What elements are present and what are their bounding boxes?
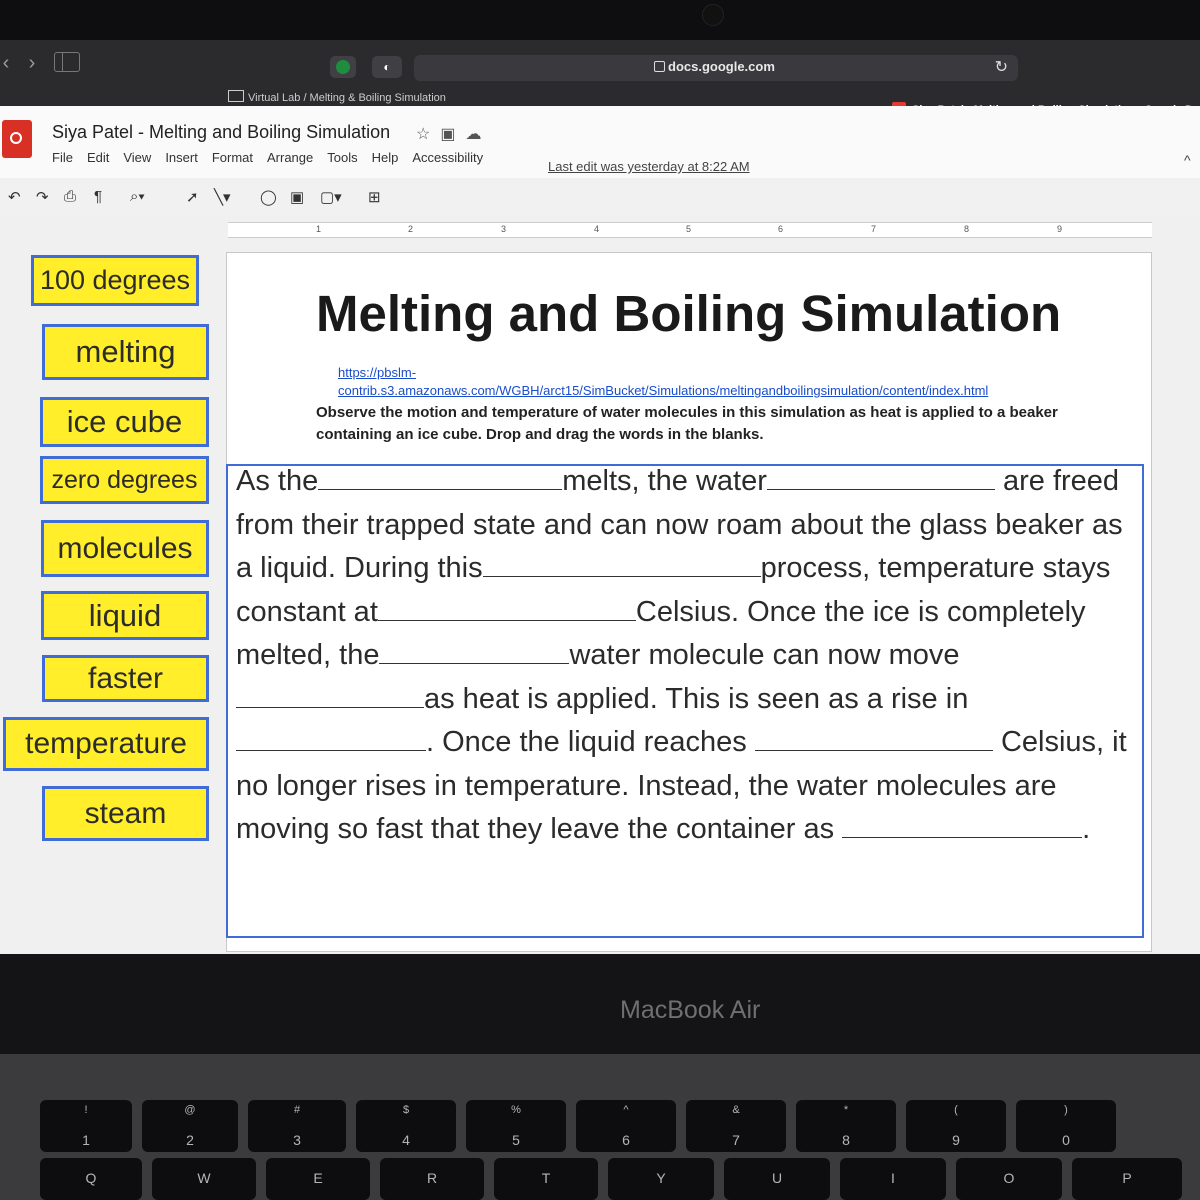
ruler-number: 4 <box>594 224 600 234</box>
key: @ 2 <box>142 1100 238 1152</box>
menu-file[interactable]: File <box>52 150 73 165</box>
key: * 8 <box>796 1100 896 1152</box>
menu-view[interactable]: View <box>123 150 152 165</box>
blank-6[interactable] <box>236 685 424 708</box>
key: & 7 <box>686 1100 786 1152</box>
ruler-number: 8 <box>964 224 970 234</box>
comment-icon[interactable]: ⊞ <box>368 189 381 206</box>
menu-format[interactable]: Format <box>211 150 253 165</box>
paragraph-text: as heat is applied. This is seen as a rise in <box>424 682 969 715</box>
select-icon[interactable]: ➚ <box>186 189 199 206</box>
reload-icon[interactable]: ↻ <box>994 59 1008 76</box>
lock-icon <box>654 61 665 72</box>
key: O <box>956 1158 1062 1200</box>
word-card-molecules[interactable]: molecules <box>41 520 209 577</box>
key: P <box>1072 1158 1182 1200</box>
paragraph-text: Celsius, it no longer rises in temperature. Instead, the water molecules are moving so fast that they leave the container as <box>236 726 1127 845</box>
paragraph-text: . Once the liquid reaches <box>426 726 747 758</box>
tab-favicon-icon <box>228 90 244 102</box>
ruler-number: 6 <box>778 224 784 234</box>
paragraph-text: water molecule can now move <box>569 639 960 671</box>
word-card-steam[interactable]: steam <box>42 786 209 841</box>
menu-accessibility[interactable]: Accessibility <box>412 150 484 165</box>
sidebar-toggle-icon[interactable] <box>54 52 80 72</box>
blank-4[interactable] <box>378 598 636 621</box>
paragraph-text: process, temperature stays constant at <box>236 552 1111 628</box>
line-icon[interactable]: ╲▾ <box>214 189 231 206</box>
blank-2[interactable] <box>767 467 995 490</box>
key: ( 9 <box>906 1100 1006 1152</box>
cloud-status-icon[interactable]: ☁ <box>465 126 492 143</box>
paragraph-text: are freed from their trapped state and can now roam about the glass beaker as a liquid. During this <box>236 465 1123 584</box>
redo-icon[interactable]: ↷ <box>36 189 49 206</box>
back-icon[interactable]: ‹ <box>2 52 10 74</box>
key: R <box>380 1158 484 1200</box>
key: % 5 <box>466 1100 566 1152</box>
ruler-number: 3 <box>501 224 507 234</box>
laptop-bezel <box>0 954 1200 1054</box>
menu-tools[interactable]: Tools <box>327 150 358 165</box>
privacy-shield-icon[interactable]: ◐ <box>372 56 402 78</box>
tab-label: Virtual Lab / Melting & Boiling Simulation <box>248 92 446 104</box>
zoom-icon[interactable]: ⌕▾ <box>130 188 145 205</box>
extension-icon[interactable] <box>330 56 356 78</box>
paragraph-text: melts, the water <box>562 465 767 497</box>
menu-edit[interactable]: Edit <box>86 150 110 165</box>
star-icon[interactable]: ☆ <box>416 126 441 143</box>
fill-in-paragraph <box>236 460 1136 852</box>
url-text: docs.google.com <box>668 59 775 74</box>
word-card-100-degrees[interactable]: 100 degrees <box>31 255 199 306</box>
blank-9[interactable] <box>842 815 1082 838</box>
last-edit-link[interactable]: Last edit was yesterday at 8:22 AM <box>548 159 750 174</box>
paint-format-icon[interactable]: ¶ <box>94 188 103 205</box>
ruler-number: 9 <box>1057 224 1063 234</box>
menu-help[interactable]: Help <box>371 150 399 165</box>
drawings-logo-icon[interactable] <box>2 120 32 158</box>
forward-icon[interactable]: › <box>28 52 36 74</box>
word-card-zero-degrees[interactable]: zero degrees <box>40 456 209 504</box>
toolbar <box>0 180 1200 216</box>
word-card-faster[interactable]: faster <box>42 655 209 702</box>
shape-icon[interactable]: ◯ <box>260 189 277 206</box>
collapse-menu-icon[interactable]: ^ <box>1184 152 1191 168</box>
browser-tab[interactable] <box>228 90 446 104</box>
undo-icon[interactable]: ↶ <box>8 189 21 206</box>
key: Y <box>608 1158 714 1200</box>
move-folder-icon[interactable]: ▣ <box>440 126 466 143</box>
address-bar[interactable] <box>414 55 1018 81</box>
worksheet-title: Melting and Boiling Simulation <box>316 285 1062 342</box>
word-card-temperature[interactable]: temperature <box>3 717 209 771</box>
word-card-ice-cube[interactable]: ice cube <box>40 397 209 447</box>
ruler <box>228 222 1152 238</box>
blank-7[interactable] <box>236 728 426 751</box>
blank-5[interactable] <box>379 641 569 664</box>
blank-8[interactable] <box>755 728 993 751</box>
key: T <box>494 1158 598 1200</box>
blank-1[interactable] <box>318 467 562 490</box>
key: ^ 6 <box>576 1100 676 1152</box>
paragraph-text: . <box>1082 813 1091 845</box>
device-label: MacBook Air <box>620 996 761 1024</box>
key: E <box>266 1158 370 1200</box>
title-actions <box>416 124 491 144</box>
key: Q <box>40 1158 142 1200</box>
ruler-number: 5 <box>686 224 692 234</box>
textbox-icon[interactable]: ▣ <box>290 189 305 206</box>
key: $ 4 <box>356 1100 456 1152</box>
document-title[interactable]: Siya Patel - Melting and Boiling Simulation <box>52 122 391 142</box>
ruler-number: 2 <box>408 224 414 234</box>
webcam <box>702 4 724 26</box>
ruler-number: 7 <box>871 224 877 234</box>
app-header <box>0 106 1200 178</box>
image-icon[interactable]: ▢▾ <box>320 189 342 206</box>
word-card-melting[interactable]: melting <box>42 324 209 380</box>
menu-insert[interactable]: Insert <box>165 150 198 165</box>
key: # 3 <box>248 1100 346 1152</box>
paragraph-text: As the <box>236 465 319 497</box>
simulation-link[interactable]: https://pbslm-contrib.s3.amazonaws.com/WGBH/arct15/SimBucket/Simulations/meltingandboilingsimulation/content/index.html <box>338 365 989 398</box>
menu-arrange[interactable]: Arrange <box>267 150 314 165</box>
blank-3[interactable] <box>483 554 761 577</box>
key: ) 0 <box>1016 1100 1116 1152</box>
instructions-text: Observe the motion and temperature of water molecules in this simulation as heat is applied to a beaker containing an ice cube. Drop and drag the words in the blanks. <box>316 404 1058 443</box>
menu-bar <box>52 150 497 165</box>
key: I <box>840 1158 946 1200</box>
keyboard <box>0 1054 1200 1200</box>
browser-toolbar <box>0 40 1200 106</box>
paragraph-text: Celsius. Once the ice is completely melted, the <box>236 595 1086 671</box>
ruler-number: 1 <box>316 224 322 234</box>
key: W <box>152 1158 256 1200</box>
print-icon[interactable]: ⎙ <box>64 188 77 205</box>
key: U <box>724 1158 830 1200</box>
word-card-liquid[interactable]: liquid <box>41 591 209 640</box>
key: ! 1 <box>40 1100 132 1152</box>
